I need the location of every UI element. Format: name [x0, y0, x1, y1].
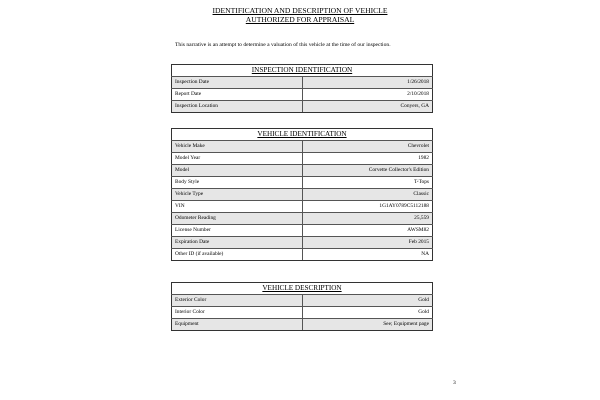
row-label: Inspection Location	[172, 101, 303, 113]
page-title-line-1: IDENTIFICATION AND DESCRIPTION OF VEHICLE	[212, 6, 388, 15]
row-label: Other ID (if available)	[172, 249, 303, 261]
row-label: Vehicle Make	[172, 141, 303, 153]
table-row	[172, 165, 433, 177]
description-heading: VEHICLE DESCRIPTION	[172, 283, 433, 295]
row-value: NA	[302, 249, 433, 261]
intro-text: This narrative is an attempt to determine a valuation of this vehicle at the time of our inspection.	[175, 42, 391, 48]
row-label: Interior Color	[172, 307, 303, 319]
row-value: Gold	[302, 307, 433, 319]
row-value: Feb 2015	[302, 237, 433, 249]
table-row	[172, 89, 433, 101]
table-row	[172, 307, 433, 319]
row-value: Corvette Collector's Edition	[302, 165, 433, 177]
table-row	[172, 213, 433, 225]
row-label: Vehicle Type	[172, 189, 303, 201]
row-label: VIN	[172, 201, 303, 213]
row-label: Expiration Date	[172, 237, 303, 249]
row-label: Exterior Color	[172, 295, 303, 307]
row-label: License Number	[172, 225, 303, 237]
row-value: Gold	[302, 295, 433, 307]
table-row	[172, 201, 433, 213]
vehicle-description-table	[171, 282, 433, 331]
row-value: 1G1AY0789C5112188	[302, 201, 433, 213]
table-row	[172, 319, 433, 331]
table-row	[172, 249, 433, 261]
vehicle-heading: VEHICLE IDENTIFICATION	[172, 129, 433, 141]
table-row	[172, 77, 433, 89]
row-value: Classic	[302, 189, 433, 201]
row-label: Odometer Reading	[172, 213, 303, 225]
row-value: T-Tops	[302, 177, 433, 189]
row-value: See; Equipment page	[302, 319, 433, 331]
table-row	[172, 237, 433, 249]
inspection-identification-table	[171, 64, 433, 113]
table-row	[172, 141, 433, 153]
row-label: Model	[172, 165, 303, 177]
table-row	[172, 101, 433, 113]
row-value: Conyers, GA	[302, 101, 433, 113]
table-row	[172, 153, 433, 165]
page-number: 3	[453, 380, 456, 386]
row-label: Equipment	[172, 319, 303, 331]
row-value: 1982	[302, 153, 433, 165]
row-label: Inspection Date	[172, 77, 303, 89]
vehicle-identification-table	[171, 128, 433, 261]
row-label: Report Date	[172, 89, 303, 101]
row-label: Model Year	[172, 153, 303, 165]
row-value: 25,559	[302, 213, 433, 225]
table-row	[172, 177, 433, 189]
page-title	[0, 6, 600, 24]
row-value: AWSM82	[302, 225, 433, 237]
inspection-heading: INSPECTION IDENTIFICATION	[172, 65, 433, 77]
row-value: 1/26/2018	[302, 77, 433, 89]
table-row	[172, 295, 433, 307]
page-title-line-2: AUTHORIZED FOR APPRAISAL	[245, 15, 355, 24]
table-row	[172, 189, 433, 201]
row-value: 2/10/2018	[302, 89, 433, 101]
row-label: Body Style	[172, 177, 303, 189]
table-row	[172, 225, 433, 237]
row-value: Chevrolet	[302, 141, 433, 153]
